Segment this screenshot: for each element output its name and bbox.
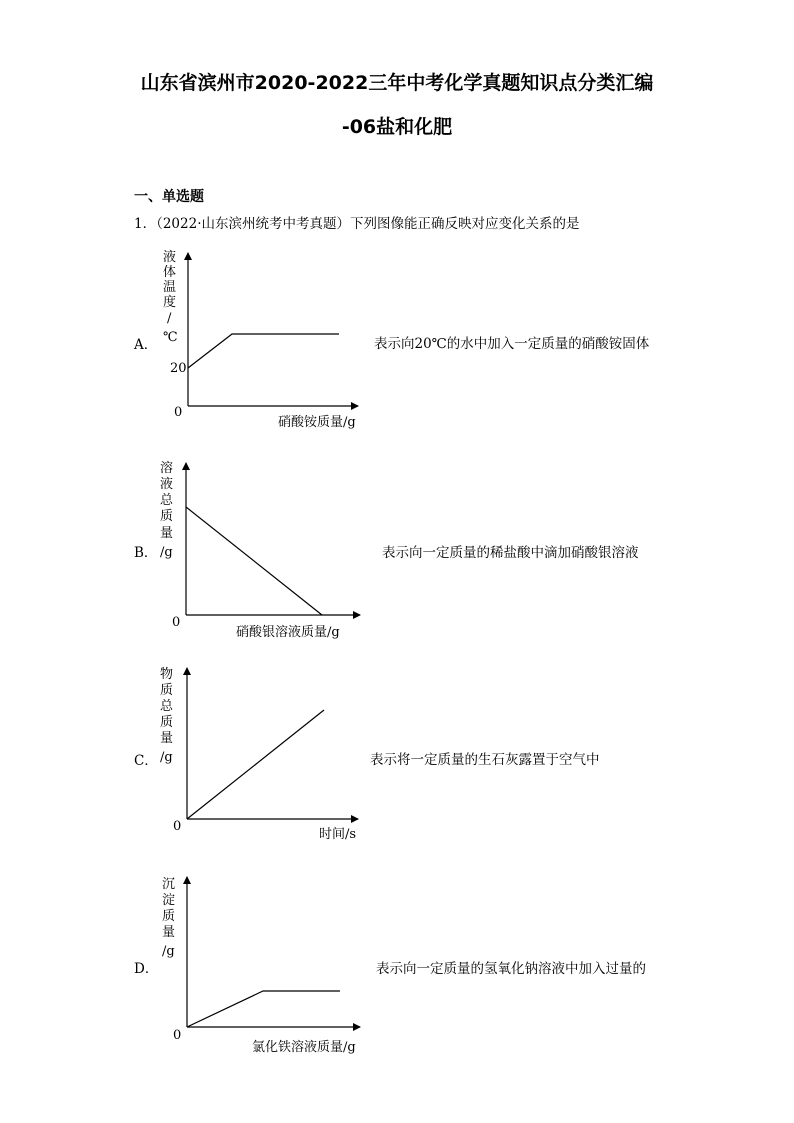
graph-a-xlabel: 硝酸铵质量/g (278, 415, 356, 430)
graph-a-ylabel-2: 体 (163, 265, 177, 280)
graph-c-origin: 0 (173, 819, 182, 834)
option-c-description: 表示将一定质量的生石灰露置于空气中 (370, 752, 600, 768)
graph-a-ylabel-3: 温 (163, 280, 177, 295)
graph-d-curve (187, 991, 340, 1027)
graph-d-ylabel-5: /g (162, 944, 175, 959)
graph-c-ylabel-4: 质 (160, 715, 174, 730)
graph-c-curve (187, 710, 324, 819)
option-b-description: 表示向一定质量的稀盐酸中滴加硝酸银溶液 (382, 545, 639, 561)
graph-c-ylabel-6: /g (160, 750, 173, 765)
graph-a-curve (188, 334, 339, 368)
graph-b-origin: 0 (172, 615, 181, 630)
graph-d-ylabel-3: 质 (162, 909, 176, 924)
graph-d-ylabel-1: 沉 (162, 877, 176, 892)
graph-c-ylabel-2: 质 (160, 683, 174, 698)
graph-d-xlabel: 氯化铁溶液质量/g (252, 1040, 356, 1055)
option-d-label: D． (134, 961, 159, 977)
graph-b-ylabel-1: 溶 (160, 461, 174, 476)
section-heading: 一、单选题 (134, 189, 204, 205)
graph-a-tick-20: 20 (170, 361, 187, 376)
graph-b (160, 460, 360, 640)
graph-a-ylabel-6: ℃ (163, 330, 178, 345)
document-title-line-1: 山东省滨州市2020-2022三年中考化学真题知识点分类汇编 (140, 72, 654, 94)
graph-c-xlabel: 时间/s (319, 827, 357, 842)
option-b-label: B． (134, 545, 158, 561)
graph-d-ylabel-2: 淀 (162, 893, 176, 908)
graph-c-ylabel-3: 总 (160, 699, 174, 714)
option-a-description: 表示向20℃的水中加入一定质量的硝酸铵固体 (374, 336, 650, 352)
graph-b-ylabel-5: 量 (160, 526, 174, 541)
option-c-label: C． (134, 753, 158, 769)
graph-b-ylabel-4: 质 (160, 509, 174, 524)
graph-a-ylabel-4: 度 (163, 295, 177, 310)
graph-c-ylabel-1: 物 (160, 667, 174, 682)
option-a-label: A． (134, 337, 158, 353)
graph-a-ylabel-1: 液 (163, 250, 177, 265)
graph-c (160, 666, 358, 842)
graph-b-curve (186, 507, 322, 615)
graph-a-ylabel-5: / (167, 311, 172, 326)
graph-d (162, 877, 360, 1055)
graph-b-ylabel-3: 总 (160, 493, 174, 508)
graph-d-ylabel-4: 量 (162, 925, 176, 940)
graph-b-xlabel: 硝酸银溶液质量/g (236, 625, 340, 640)
graph-d-origin: 0 (173, 1028, 182, 1043)
graph-c-ylabel-5: 量 (160, 731, 174, 746)
graph-a (163, 249, 358, 430)
option-d-description: 表示向一定质量的氢氧化钠溶液中加入过量的 (376, 961, 646, 977)
question-stem: 1．（2022·山东滨州统考中考真题）下列图像能正确反映对应变化关系的是 (134, 216, 580, 232)
graph-a-origin: 0 (174, 405, 183, 420)
graph-b-ylabel-2: 液 (160, 477, 174, 492)
graph-b-ylabel-6: /g (160, 545, 173, 560)
document-title-line-2: -06盐和化肥 (341, 116, 453, 138)
